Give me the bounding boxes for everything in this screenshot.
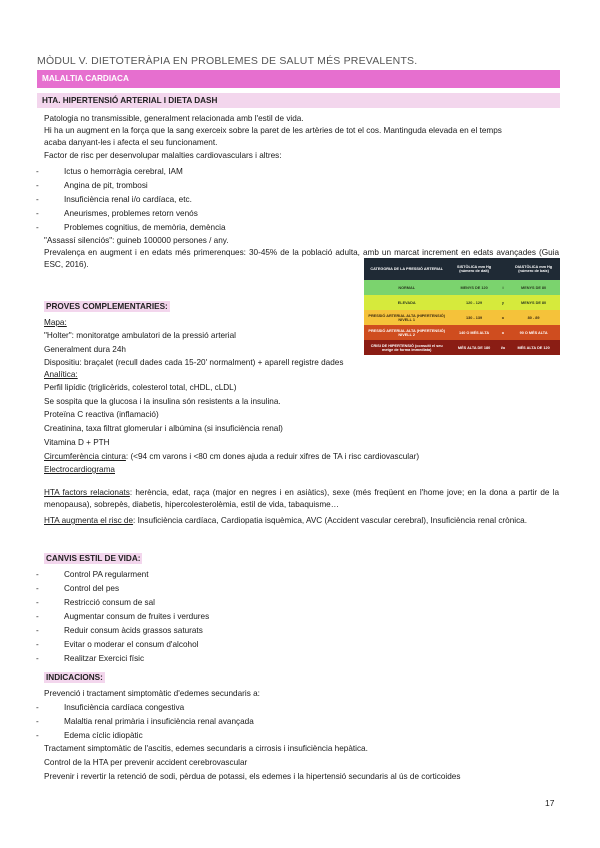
intro-line-4: Factor de risc per desenvolupar malalties cardiovasculars i altres: bbox=[44, 151, 282, 160]
list-item: - Insuficiència renal i/o cardíaca, etc. bbox=[36, 195, 192, 204]
chapter-band: MALALTIA CARDIACA bbox=[37, 70, 560, 88]
indicacions-line-1: Tractament simptomàtic de l'ascitis, edemes secundaris a cirrosis i insuficiència hepàtica. bbox=[44, 744, 368, 753]
analitica-label: Analítica: bbox=[44, 370, 78, 379]
list-item: - Evitar o moderar el consum d'alcohol bbox=[36, 640, 199, 649]
vitamin-d-text: Vitamina D + PTH bbox=[44, 438, 110, 447]
increases-paragraph: HTA augmenta el risc de: Insuficiència cardíaca, Cardiopatia isquèmica, AVC (Accident vascular cerebral), Insuficiència renal crònica. bbox=[44, 516, 527, 525]
list-item: - Restricció consum de sal bbox=[36, 598, 156, 607]
table-header: CATEGORIA DE LA PRESSIÓ ARTERIAL bbox=[364, 258, 449, 280]
table-header bbox=[499, 258, 507, 280]
indicacions-line-3: Prevenir i revertir la retenció de sodi, pèrdua de potassi, els edemes i la hipertensió secundaris al ús de corticoides bbox=[44, 772, 461, 781]
pcr-text: Proteïna C reactiva (inflamació) bbox=[44, 410, 159, 419]
table-row: ELEVADA 120 - 129 y MENYS DE 80 bbox=[364, 295, 560, 310]
list-item: - Ictus o hemorràgia cerebral, IAM bbox=[36, 167, 183, 176]
page-number: 17 bbox=[545, 798, 555, 808]
table-header: SISTÒLICA mm Hg (número de dalt) bbox=[449, 258, 498, 280]
ecg-label: Electrocardiograma bbox=[44, 465, 115, 474]
intro-line-3: acaba danyant-les i afecta el seu funcionament. bbox=[44, 138, 218, 147]
duration-text: Generalment dura 24h bbox=[44, 345, 126, 354]
list-item: - Malaltia renal primària i insuficiència renal avançada bbox=[36, 717, 254, 726]
waist-line: Circumferència cintura: (<94 cm varons i <80 cm dones ajuda a reduir xifres de TA i risc cardiovascular) bbox=[44, 452, 420, 461]
list-item: - Insuficiència cardíaca congestiva bbox=[36, 703, 185, 712]
proves-title: PROVES COMPLEMENTARIES: bbox=[46, 302, 168, 311]
intro-line-2: Hi ha un augment en la força que la sang exerceix sobre la paret de les artèries de tot el cos. Mantinguda elevada en el temps bbox=[44, 126, 502, 135]
blood-pressure-table bbox=[364, 258, 560, 355]
table-row: CRISI DE HIPERTENSIÓ (consulti el seu metge de forma immediata) MÉS ALTA DE 180 i/o MÉS ALTA DE 120 bbox=[364, 340, 560, 355]
silent-killer: "Assassí silenciós": guineb 100000 persones / any. bbox=[44, 236, 229, 245]
lipid-text: Perfil lipídic (triglicèrids, colesterol total, cHDL, cLDL) bbox=[44, 383, 237, 392]
table-header: DIASTÒLICA mm Hg (número de baix) bbox=[507, 258, 560, 280]
creatinine-text: Creatinina, taxa filtrat glomerular i albúmina (si insuficiència renal) bbox=[44, 424, 283, 433]
module-title: MÒDUL V. DIETOTERÀPIA EN PROBLEMES DE SALUT MÉS PREVALENTS. bbox=[37, 55, 418, 67]
mapa-label: Mapa: bbox=[44, 318, 67, 327]
table-row: NORMAL MENYS DE 120 i MENYS DE 80 bbox=[364, 280, 560, 295]
glucose-text: Se sospita que la glucosa i la insulina són resistents a la insulina. bbox=[44, 397, 281, 406]
holter-text: "Holter": monitoratge ambulatori de la pressió arterial bbox=[44, 331, 236, 340]
list-item: - Reduir consum àcids grassos saturats bbox=[36, 626, 203, 635]
table-row: PRESSIÓ ARTERIAL ALTA (HIPERTENSIÓ) NIVELL 2 140 O MÉS ALTA o 90 O MÉS ALTA bbox=[364, 325, 560, 340]
list-item: - Augmentar consum de fruites i verdures bbox=[36, 612, 210, 621]
indicacions-intro: Prevenció i tractament simptomàtic d'edemes secundaris a: bbox=[44, 689, 260, 698]
list-item: - Control PA regularment bbox=[36, 570, 149, 579]
list-item: - Control del pes bbox=[36, 584, 120, 593]
list-item: - Problemes cognitius, de memòria, demència bbox=[36, 223, 226, 232]
list-item: - Realitzar Exercici físic bbox=[36, 654, 145, 663]
list-item: - Edema cíclic idiopàtic bbox=[36, 731, 143, 740]
canvis-title: CANVIS ESTIL DE VIDA: bbox=[46, 554, 141, 563]
table-row: PRESSIÓ ARTERIAL ALTA (HIPERTENSIÓ) NIVELL 1 130 - 139 o 80 - 89 bbox=[364, 310, 560, 325]
indicacions-line-2: Control de la HTA per prevenir accident cerebrovascular bbox=[44, 758, 248, 767]
indicacions-title: INDICACIONS: bbox=[46, 673, 103, 682]
list-item: - Angina de pit, trombosi bbox=[36, 181, 148, 190]
prevalence-text: Prevalença en augment i en edats més primerenques: 30-45% de la població adulta, amb un marcat increment en edats avançades (Guia ESC, 2016). bbox=[44, 248, 559, 269]
factors-paragraph: HTA factors relacionats: herència, edat, raça (major en negres i en asiàtics), sexe (més freqüent en l'home jove; en la dona a partir de la menopausa), sobrepès, diabetis, hipercolesterolèmia, estil de vida, tabaquisme… bbox=[44, 488, 559, 509]
device-text: Dispositiu: braçalet (recull dades cada 15-20' normalment) + aparell registre dades bbox=[44, 358, 344, 367]
list-item: - Aneurismes, problemes retorn venós bbox=[36, 209, 198, 218]
section-band: HTA. HIPERTENSIÓ ARTERIAL I DIETA DASH bbox=[37, 93, 560, 108]
intro-line-1: Patologia no transmissible, generalment relacionada amb l'estil de vida. bbox=[44, 114, 304, 123]
